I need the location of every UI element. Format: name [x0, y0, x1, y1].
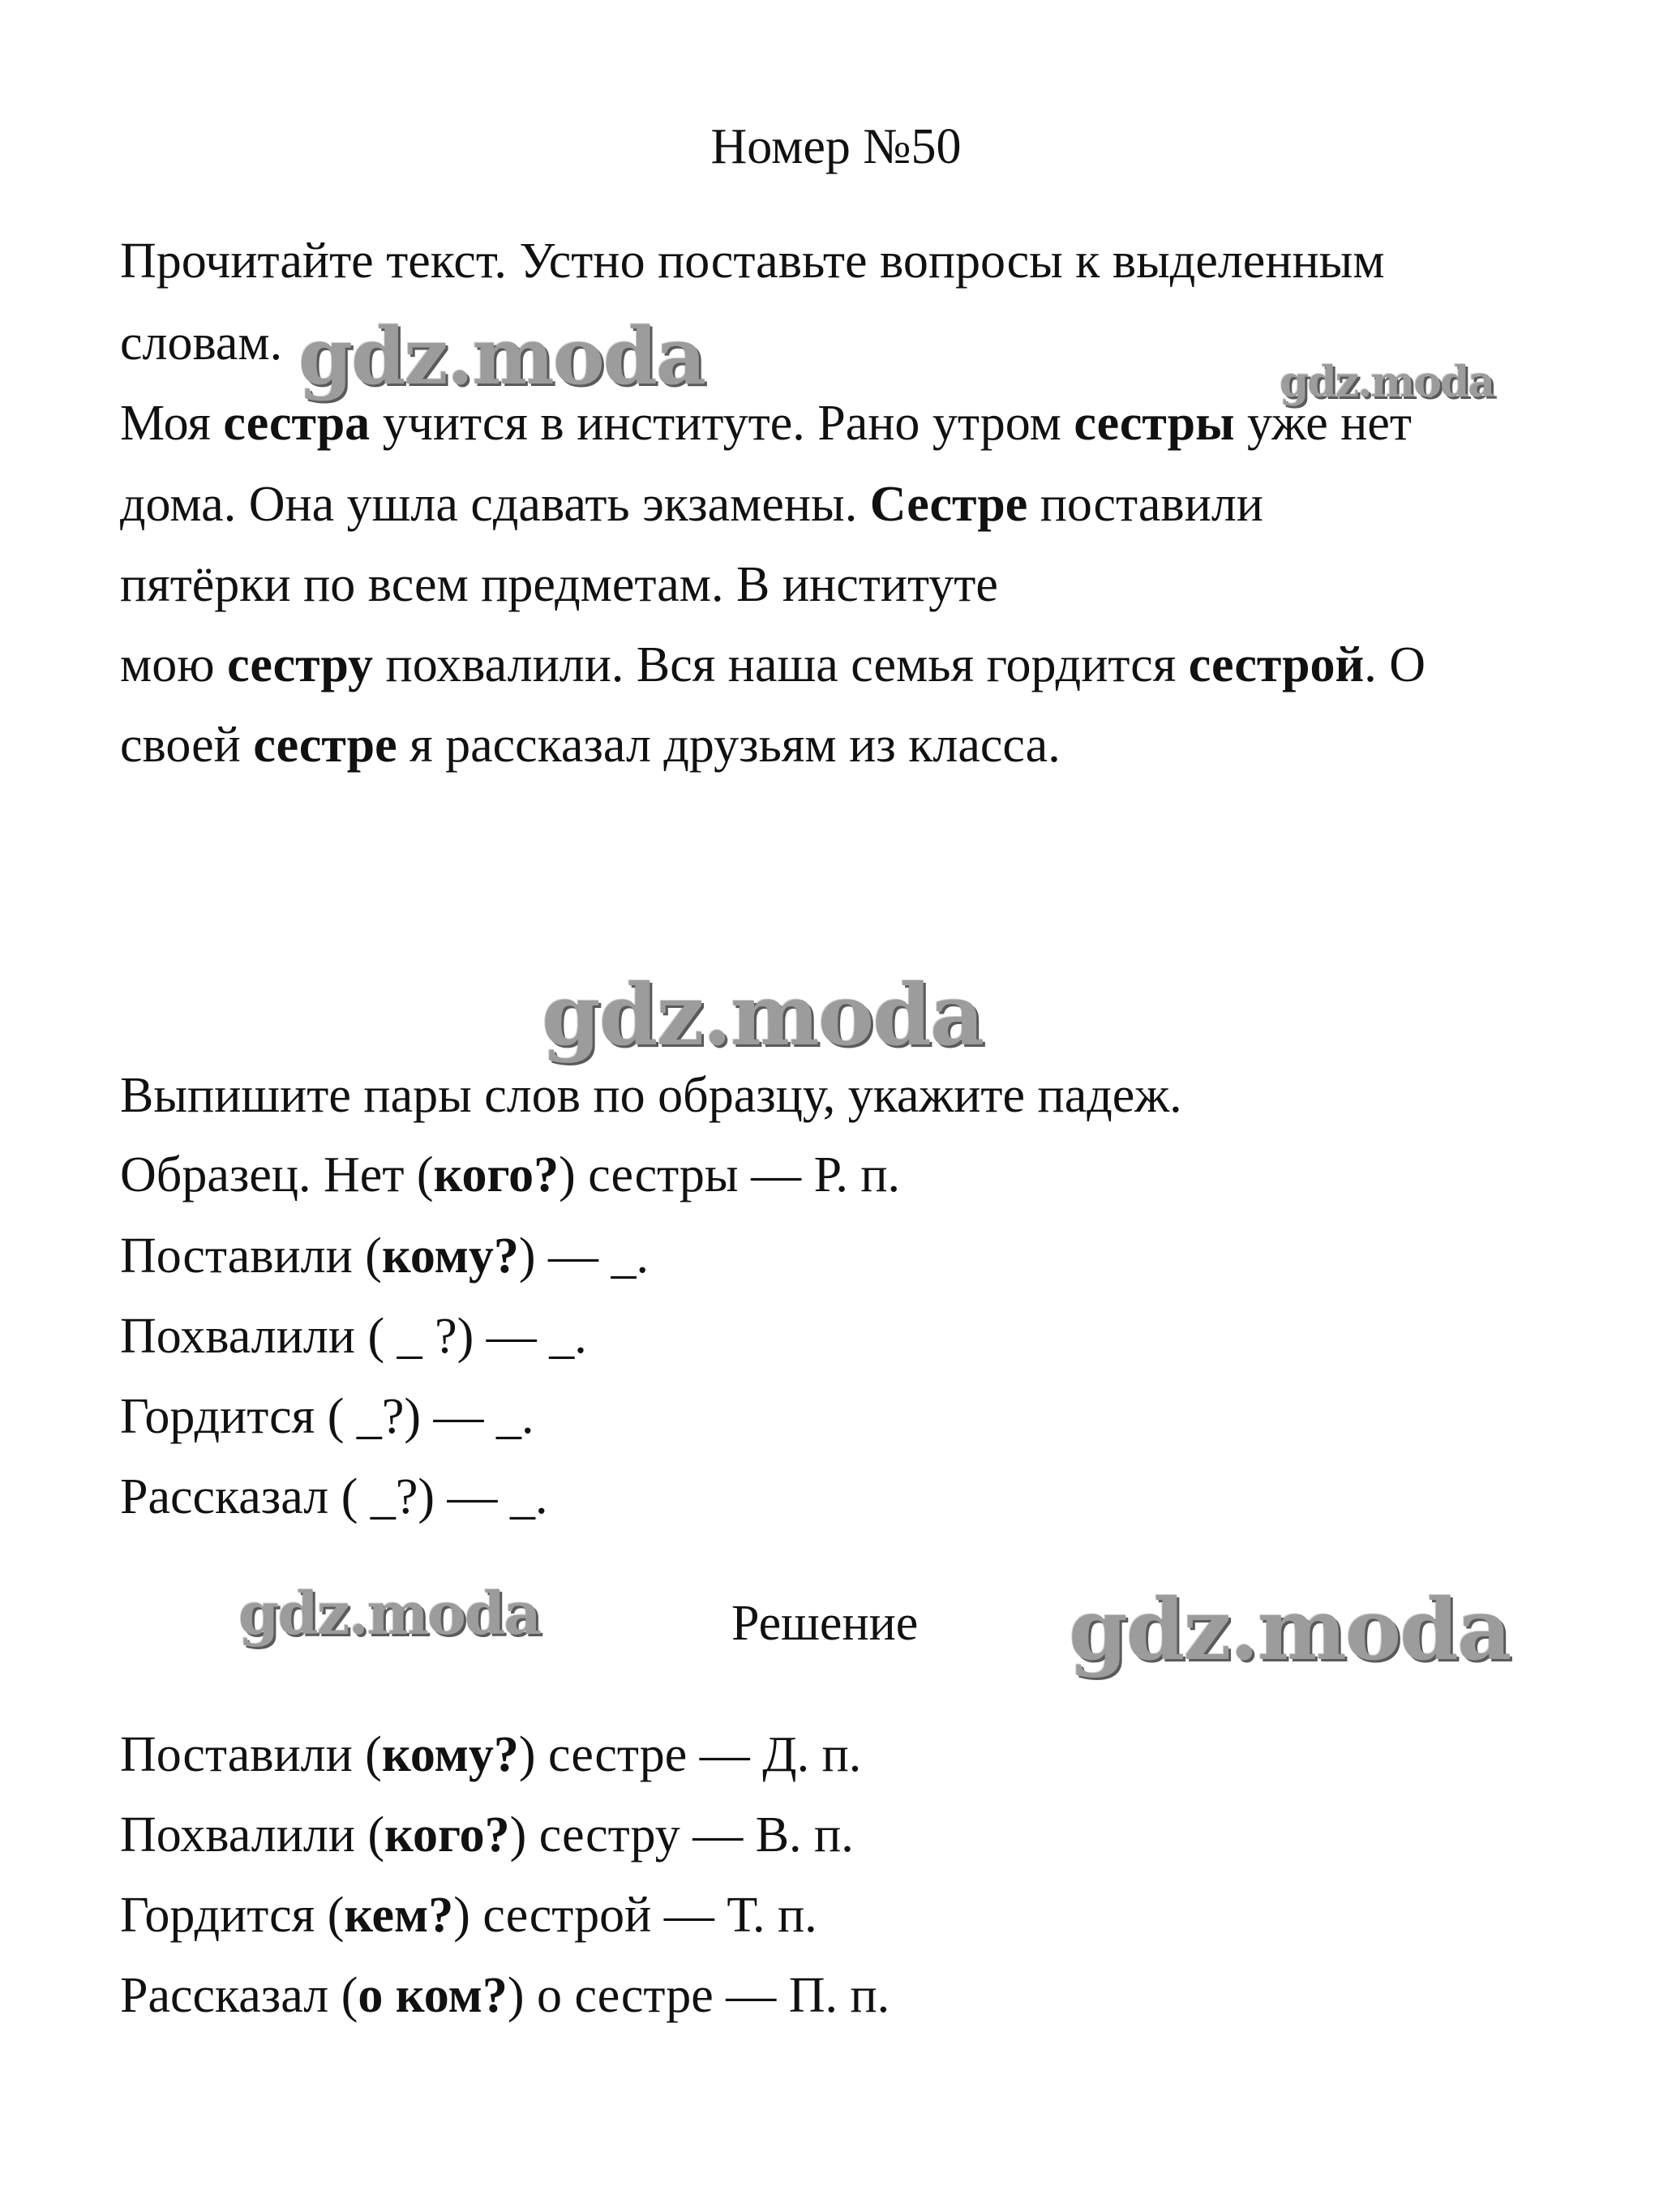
text-segment: ) о сестре — П. п.	[507, 1968, 890, 2023]
task2-row-2: Похвалили ( _ ?) — _.	[120, 1309, 587, 1364]
highlighted-word: сестрой	[1188, 637, 1365, 692]
task1-instruction-line1: Прочитайте текст. Устно поставьте вопросы к выделенным	[120, 234, 1385, 289]
watermark-logo: gdz.moda	[1280, 358, 1494, 407]
solution-row-2	[120, 1807, 854, 1863]
watermark-logo: gdz.moda	[1069, 1580, 1511, 1679]
text-segment: ) сестрой — Т. п.	[453, 1888, 817, 1943]
highlighted-word: сестру	[227, 637, 374, 692]
text-line-3	[120, 559, 998, 610]
highlighted-word: сестра	[223, 396, 371, 451]
text-segment: Рассказал (	[120, 1968, 358, 2023]
text-line-4	[120, 637, 1426, 692]
task2-row-1	[120, 1228, 650, 1284]
task2-row-4: Рассказал ( _?) — _.	[120, 1469, 548, 1524]
highlighted-word: Сестре	[869, 477, 1028, 532]
text-segment: уже нет	[1234, 396, 1413, 451]
text-segment: ) сестре — Д. п.	[518, 1727, 862, 1782]
text-segment: Моя	[120, 396, 224, 451]
text-segment: ) сестры — Р. п.	[559, 1147, 900, 1202]
highlighted-word: сестры	[1074, 396, 1235, 451]
watermark-logo: gdz.moda	[298, 311, 705, 402]
text-segment: поставили	[1027, 477, 1263, 532]
text-segment: Гордится (	[120, 1888, 345, 1943]
text-segment: Поставили (	[120, 1727, 382, 1782]
text-segment: Образец. Нет (	[120, 1147, 434, 1202]
question-word: кому?	[381, 1228, 519, 1284]
text-line-1	[120, 396, 1413, 451]
text-segment: ) — _.	[518, 1228, 650, 1284]
text-line-5	[120, 718, 1061, 773]
solution-heading: Решение	[731, 1596, 919, 1651]
text-segment: похвалили. Вся наша семья гордится	[373, 637, 1189, 692]
watermark-logo: gdz.moda	[238, 1579, 540, 1648]
question-word: кому?	[381, 1727, 519, 1782]
text-line-2	[120, 477, 1263, 532]
text-segment: мою	[120, 637, 228, 692]
text-segment: учится в институте. Рано утром	[370, 396, 1074, 451]
text-segment: я рассказал друзьям из класса.	[397, 718, 1061, 773]
text-segment: Поставили (	[120, 1228, 382, 1284]
question-word: кого?	[433, 1147, 559, 1202]
highlighted-word: сестре	[253, 718, 397, 773]
question-word: о ком?	[358, 1968, 508, 2023]
solution-row-1	[120, 1727, 862, 1782]
solution-row-4	[120, 1970, 890, 2021]
task2-instruction: Выпишите пары слов по образцу, укажите падеж.	[120, 1068, 1182, 1123]
question-word: кем?	[344, 1888, 454, 1943]
text-segment: своей	[120, 718, 254, 773]
question-word: кого?	[384, 1807, 510, 1863]
task2-sample	[120, 1147, 900, 1202]
text-segment: . О	[1364, 637, 1426, 692]
watermark-logo: gdz.moda	[542, 965, 984, 1065]
text-segment: дома. Она ушла сдавать экзамены.	[120, 477, 870, 532]
text-segment: Похвалили (	[120, 1807, 385, 1863]
text-segment: ) сестру — В. п.	[509, 1807, 854, 1863]
task2-row-3: Гордится ( _?) — _.	[120, 1389, 534, 1444]
task1-instruction-line2: словам.	[120, 315, 283, 371]
page-title: Номер №50	[710, 119, 962, 174]
text-segment: пятёрки по всем предметам. В институте	[120, 557, 998, 612]
solution-row-3	[120, 1888, 817, 1943]
